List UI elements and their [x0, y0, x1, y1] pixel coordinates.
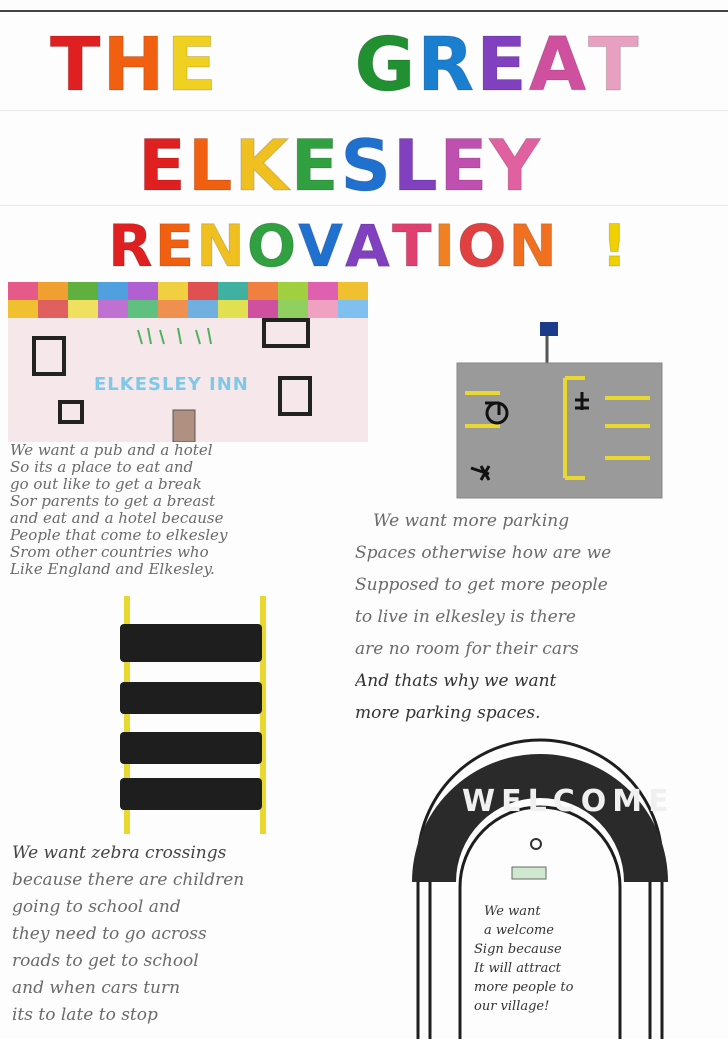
note-line: We want zebra crossings	[12, 843, 227, 863]
note-line: Like England and Elkesley.	[10, 561, 215, 578]
zebra-crossing-illustration	[112, 596, 272, 836]
note-line: We want a pub and a hotel	[10, 442, 213, 459]
parking-illustration	[455, 318, 665, 500]
note-line: Sor parents to get a breast	[10, 493, 216, 510]
note-line: and when cars turn	[12, 978, 181, 998]
title-letter: G	[354, 22, 418, 108]
title-line-2: ELKESLEY	[138, 125, 543, 207]
note-line: Spaces otherwise how are we	[355, 543, 612, 563]
note-line: So its a place to eat and	[10, 459, 194, 476]
zebra-stripe	[120, 682, 262, 714]
parking-drawing	[455, 318, 665, 500]
title-letter: H	[102, 22, 167, 108]
welcome-note	[474, 902, 614, 1016]
note-line: our village!	[474, 999, 550, 1014]
note-line: and eat and a hotel because	[10, 510, 224, 527]
pub-drawing	[8, 282, 368, 442]
zebra-stripe	[120, 624, 262, 662]
top-edge-line	[0, 10, 728, 12]
note-line: We want more parking	[373, 511, 570, 531]
flag	[540, 322, 558, 336]
note-line: And thats why we want	[355, 671, 557, 691]
pub-illustration	[8, 282, 368, 442]
note-line: a welcome	[484, 923, 554, 938]
note-line: they need to go across	[12, 924, 207, 944]
title-letter: R	[417, 22, 477, 108]
zebra-stripe	[120, 732, 262, 764]
note-line: Supposed to get more people	[355, 575, 608, 595]
pub-note	[10, 442, 360, 578]
welcome-sign-illustration	[400, 722, 680, 1039]
roof-tiles	[8, 282, 368, 318]
note-line: its to late to stop	[12, 1005, 158, 1025]
note-line: more parking spaces.	[355, 703, 541, 723]
zebra-note	[12, 840, 357, 1029]
note-line: Sign because	[474, 942, 562, 957]
zebra-drawing	[112, 596, 272, 836]
title-line-3: RENOVATION !	[108, 212, 630, 280]
parking-note	[355, 505, 727, 729]
note-line: because there are children	[12, 870, 245, 890]
welcome-sign-text: WELCOME	[462, 784, 675, 819]
note-line: are no room for their cars	[355, 639, 579, 659]
title-letter: T	[50, 22, 103, 108]
title-letter: A	[528, 22, 589, 108]
note-line: roads to get to school	[12, 951, 199, 971]
title-line-1	[50, 22, 728, 108]
note-line: going to school and	[12, 897, 181, 917]
title-letter: E	[476, 22, 529, 108]
zebra-stripe	[120, 778, 262, 810]
note-line: more people to	[474, 980, 574, 995]
ruled-line	[0, 110, 728, 111]
note-line: People that come to elkesley	[10, 527, 228, 544]
note-line: to live in elkesley is there	[355, 607, 576, 627]
title-exclamation: !	[601, 212, 630, 280]
title-letter: E	[166, 22, 219, 108]
title-letter: T	[588, 22, 641, 108]
note-line: We want	[484, 904, 541, 919]
note-line: Srom other countries who	[10, 544, 209, 561]
note-line: It will attract	[474, 961, 561, 976]
door	[173, 410, 195, 442]
note-line: go out like to get a break	[10, 476, 202, 493]
pub-sign: ELKESLEY INN	[94, 374, 249, 395]
